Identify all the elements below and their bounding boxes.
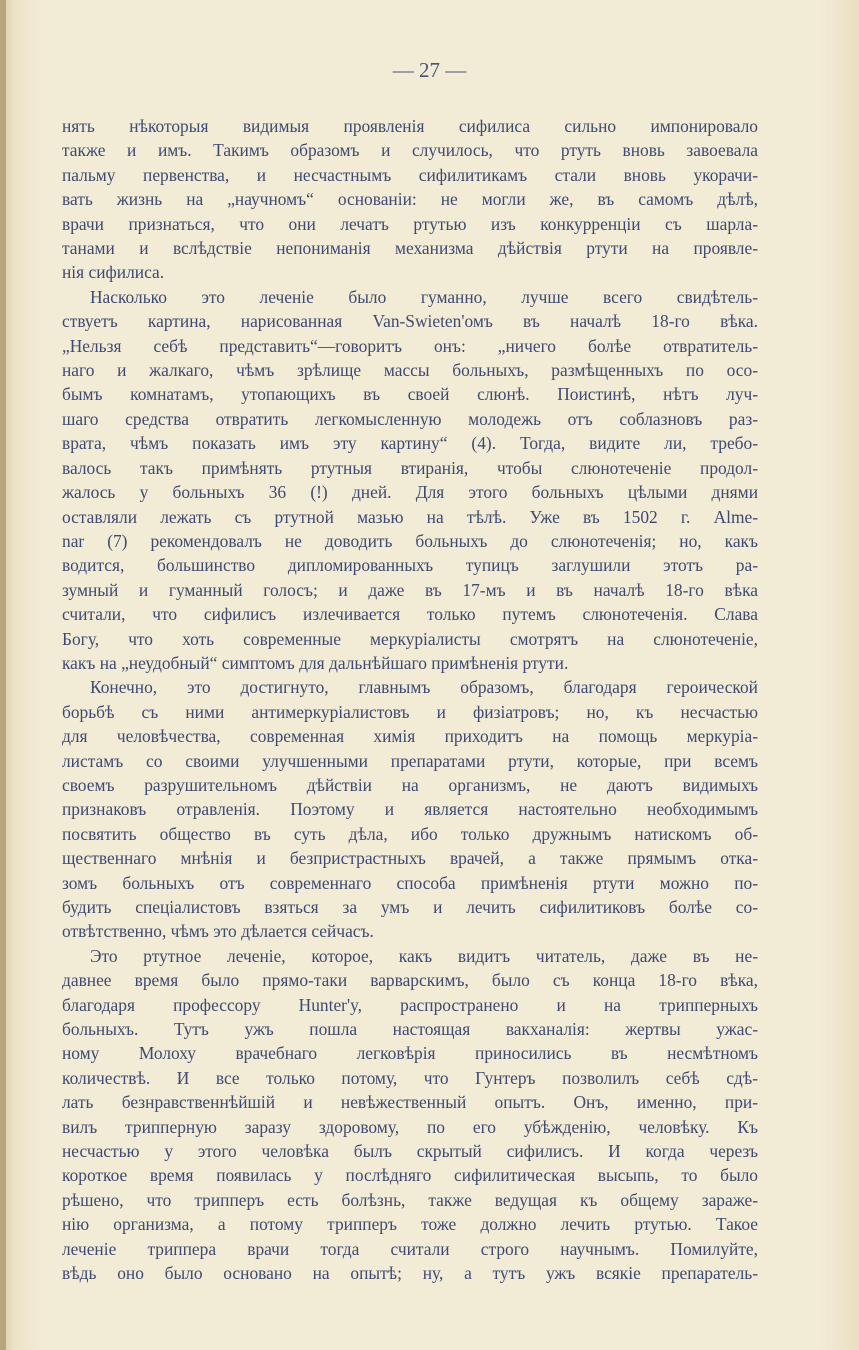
text-line: Конечно, это достигнуто, главнымъ образомъ, благодаря героической: [90, 677, 758, 698]
text-line: Это ртутное леченіе, которое, какъ видитъ читатель, даже въ не-: [90, 945, 758, 966]
text-line: количествѣ. И все только потому, что Гунтеръ позволилъ себѣ сдѣ-: [62, 1067, 758, 1088]
text-line: борьбѣ съ ними антимеркуріалистовъ и физіатровъ; но, къ несчастью: [62, 701, 758, 722]
text-line: вилъ трипперную заразу здоровому, по его убѣжденію, человѣку. Къ: [62, 1116, 758, 1137]
text-line: танами и вслѣдствіе непониманія механизма дѣйствія ртути на проявле-: [62, 238, 758, 259]
binding-edge: [0, 0, 6, 1350]
text-line: зомъ больныхъ отъ современнаго способа примѣненія ртути можно по-: [62, 872, 758, 893]
text-line: вѣдь оно было основано на опытѣ; ну, а тутъ ужъ всякіе препаратель-: [62, 1263, 758, 1284]
text-line: считали, что сифилисъ излечивается только путемъ слюнотеченія. Слава: [62, 604, 758, 625]
text-line: признаковъ отравленія. Поэтому и является настоятельно необходимымъ: [62, 799, 758, 820]
text-line: какъ на „неудобный“ симптомъ для дальнѣйшаго примѣненія ртути.: [62, 652, 569, 673]
text-line: ствуетъ картина, нарисованная Van-Swieten'омъ въ началѣ 18-го вѣка.: [62, 311, 758, 332]
text-line: наго и жалкаго, чѣмъ зрѣлище массы больныхъ, размѣщенныхъ по осо-: [62, 360, 758, 381]
text-line: своемъ разрушительномъ дѣйствіи на организмъ, не даютъ видимыхъ: [62, 774, 758, 795]
text-line: нію организма, а потому трипперъ тоже должно лечить ртутью. Такое: [62, 1214, 758, 1235]
text-line: врата, чѣмъ показать имъ эту картину“ (4). Тогда, видите ли, требо-: [62, 433, 758, 454]
text-line: врачи признаться, что они лечатъ ртутью изъ конкурренціи съ шарла-: [62, 213, 758, 234]
text-line: нять нѣкоторыя видимыя проявленія сифилиса сильно импонировало: [62, 116, 758, 136]
text-line: несчастью у этого человѣка былъ скрытый сифилисъ. И когда черезъ: [62, 1141, 758, 1162]
text-line: для человѣчества, современная химія приходитъ на помощь меркуріа-: [62, 726, 758, 747]
text-line: оставляли лежать съ ртутной мазью на тѣлѣ. Уже въ 1502 г. Alme-: [62, 506, 758, 527]
text-line: Насколько это леченіе было гуманно, лучше всего свидѣтель-: [90, 286, 758, 307]
body-text: [62, 114, 758, 1286]
text-line: давнее время было прямо-таки варварскимъ, было съ конца 18-го вѣка,: [62, 970, 758, 991]
text-line: валось такъ примѣнять ртутныя втиранія, чтобы слюнотеченіе продол-: [62, 457, 758, 478]
text-line: Богу, что хоть современные меркуріалисты смотрятъ на слюнотеченіе,: [62, 628, 758, 649]
text-line: лать безнравственнѣйшій и невѣжественный опытъ. Онъ, именно, при-: [62, 1092, 758, 1113]
page-number: — 27 —: [392, 58, 467, 82]
text-line: ному Молоху врачебнаго легковѣрія приносились въ несмѣтномъ: [62, 1043, 758, 1064]
text-line: отвѣтственно, чѣмъ это дѣлается сейчасъ.: [62, 921, 374, 942]
text-line: благодаря профессору Hunter'y, распространено и на трипперныхъ: [62, 994, 758, 1015]
text-line: бымъ комнатамъ, утопающихъ въ своей слюнѣ. Поистинѣ, нѣтъ луч-: [62, 384, 758, 405]
text-line: жалось у больныхъ 36 (!) дней. Для этого больныхъ цѣлыми днями: [62, 482, 758, 503]
text-line: нія сифилиса.: [62, 262, 165, 283]
text-line: будить спеціалистовъ взяться за умъ и лечить сифилитиковъ болѣе со-: [62, 897, 758, 917]
text-line: шаго средства отвратить легкомысленную молодежь отъ соблазновъ раз-: [62, 408, 758, 429]
text-line: пальму первенства, и несчастнымъ сифилитикамъ стали вновь укорачи-: [62, 164, 758, 185]
text-line: щественнаго мнѣнія и безпристрастныхъ врачей, а также прямымъ отка-: [62, 848, 758, 869]
text-line: короткое время появилась у послѣдняго сифилитическая высыпь, то было: [62, 1165, 758, 1186]
text-line: nar (7) рекомендовалъ не доводить больныхъ до слюнотеченія; но, какъ: [62, 530, 758, 551]
text-line: вать жизнь на „научномъ“ основаніи: не могли же, въ самомъ дѣлѣ,: [62, 189, 758, 210]
text-line: листамъ со своими улучшенными препаратами ртути, которые, при всемъ: [62, 750, 758, 771]
text-line: леченіе триппера врачи тогда считали строго научнымъ. Помилуйте,: [62, 1238, 758, 1259]
text-line: посвятить общество въ суть дѣла, ибо только дружнымъ натискомъ об-: [62, 823, 758, 844]
text-line: „Нельзя себѣ представить“—говоритъ онъ: „ничего болѣе отвратитель-: [62, 335, 758, 356]
text-line: зумный и гуманный голосъ; и даже въ 17-мъ и въ началѣ 18-го вѣка: [62, 579, 758, 600]
text-line: водится, большинство дипломированныхъ тупицъ заглушили этотъ ра-: [62, 555, 758, 576]
text-line: больныхъ. Тутъ ужъ пошла настоящая вакханалія: жертвы ужас-: [62, 1019, 758, 1040]
text-line: рѣшено, что трипперъ есть болѣзнь, также ведущая къ общему зараже-: [62, 1189, 758, 1210]
text-line: также и имъ. Такимъ образомъ и случилось, что ртуть вновь завоевала: [62, 140, 758, 161]
